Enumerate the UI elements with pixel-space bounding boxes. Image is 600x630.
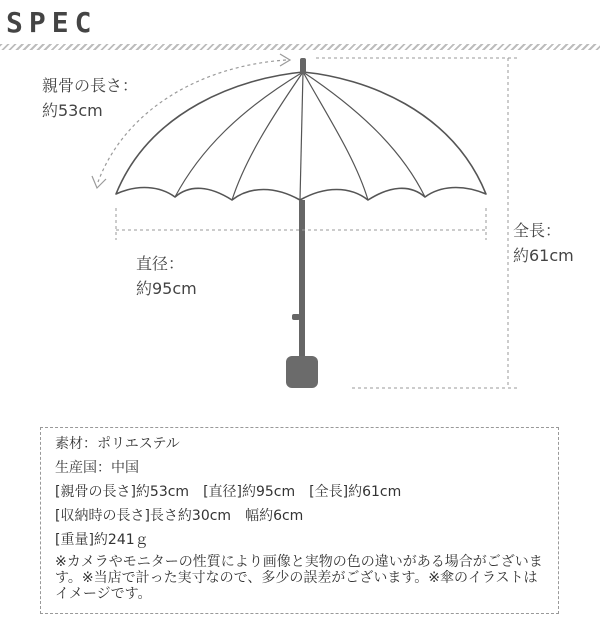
total-length-title: 全長： [513,221,562,240]
spec-details-box [40,427,559,614]
diameter-label [136,251,197,301]
rib-length-value: 約53cm [42,101,103,120]
spec-weight: [重量]約241ｇ [55,532,149,548]
diameter-value: 約95cm [136,279,197,298]
rib-length-title: 親骨の長さ： [42,76,139,95]
umbrella-illustration [116,58,486,388]
spec-origin: 生産国：中国 [55,460,139,476]
total-length-value: 約61cm [513,246,574,265]
rib-length-label [42,73,138,123]
umbrella-runner-knob [292,314,300,320]
page-title: SPEC [6,6,98,39]
spec-material: 素材：ポリエステル [55,436,180,452]
umbrella-handle [286,356,318,388]
total-length-label [513,218,574,268]
spec-disclaimer: ※カメラやモニターの性質により画像と実物の色の違いがある場合がございます。※当店で計った実寸なので、多少の誤差がございます。※傘のイラストはイメージです。 [55,554,543,602]
spec-folded-size: [収納時の長さ]長さ約30cm 幅約6cm [55,508,304,524]
diameter-title: 直径： [136,254,185,273]
umbrella-tip [300,58,306,74]
spec-dimensions: [親骨の長さ]約53cm [直径]約95cm [全長]約61cm [55,484,402,500]
umbrella-shaft [299,200,305,358]
